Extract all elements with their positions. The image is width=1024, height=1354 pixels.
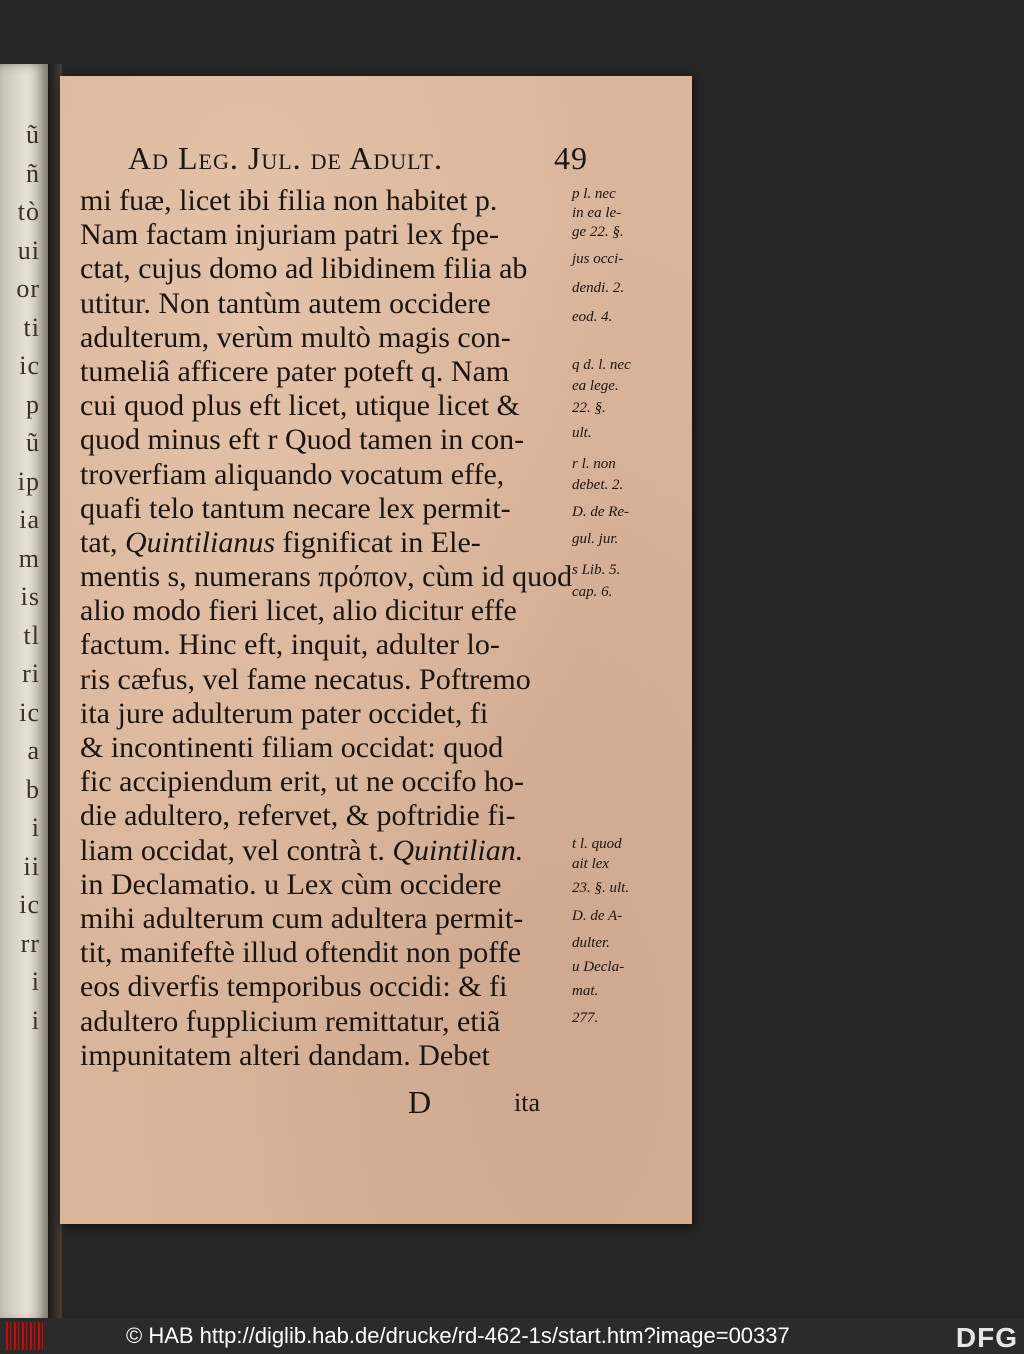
text-line: ctat, cujus domo ad libidinem filia ab <box>80 252 528 286</box>
previous-page-fragment: rr <box>20 928 40 958</box>
previous-page-fragment: ic <box>19 890 40 919</box>
marginal-note: dulter. <box>572 934 610 951</box>
main-text-block <box>80 184 576 1073</box>
text-line: quod minus eft r Quod tamen in con- <box>80 423 525 457</box>
previous-page-fragment: is <box>20 582 40 611</box>
marginal-note: dendi. 2. <box>572 280 625 297</box>
marginal-note: u Decla- <box>572 958 625 975</box>
marginal-note: eod. 4. <box>572 309 613 326</box>
previous-page-fragment: b <box>26 774 40 804</box>
marginal-note: ea lege. <box>572 377 619 394</box>
text-line: troverfiam aliquando vocatum effe, <box>80 457 505 491</box>
text-line: mihi adulterum cum adultera permit- <box>80 901 524 935</box>
text-line: Nam factam injuriam patri lex fpe- <box>80 218 499 252</box>
previous-page-fragment: tò <box>17 197 40 226</box>
marginal-note: jus occi- <box>572 250 624 267</box>
text-line: quafi telo tantum necare lex permit- <box>80 491 511 525</box>
marginal-note: D. de A- <box>572 907 623 924</box>
text-line: mentis s, numerans πρόπον, cùm id quod <box>80 560 573 594</box>
previous-page-fragment: ic <box>19 697 40 727</box>
text-line: eos diverfis temporibus occidi: & fi <box>80 970 508 1004</box>
signature-mark: D <box>408 1084 432 1120</box>
viewer-footer <box>0 1318 1024 1354</box>
previous-page-fragment: p <box>26 389 40 419</box>
text-line: fic accipiendum erit, ut ne occifo ho- <box>80 765 524 799</box>
previous-page-fragment: ñ <box>26 158 40 188</box>
marginal-note: ait lex <box>572 856 610 873</box>
marginal-note: ge 22. §. <box>572 223 624 240</box>
previous-page-fragment: i <box>31 1005 40 1035</box>
marginal-note: debet. 2. <box>572 476 624 493</box>
previous-page-fragment: i <box>31 813 40 842</box>
text-line: liam occidat, vel contrà t. Quintilian. <box>80 833 524 867</box>
italic-name: Quintilian. <box>392 833 524 867</box>
previous-page-fragment: ia <box>19 505 40 534</box>
dfg-logo: DFG <box>955 1322 1018 1353</box>
text-line: utitur. Non tantùm autem occidere <box>80 286 491 320</box>
text-line: in Declamatio. u Lex cùm occidere <box>80 867 502 901</box>
marginal-note: s Lib. 5. <box>572 562 621 579</box>
text-line: die adultero, refervet, & poftridie fi- <box>80 799 516 833</box>
previous-page-fragment: ũ <box>26 428 40 457</box>
running-head <box>128 140 588 177</box>
marginal-note: mat. <box>572 982 599 999</box>
text-line: factum. Hinc eft, inquit, adulter lo- <box>80 628 500 662</box>
marginal-note: r l. non <box>572 456 616 473</box>
text-line: & incontinenti filiam occidat: quod <box>80 731 504 764</box>
source-credit-link[interactable]: © HAB http://diglib.hab.de/drucke/rd-462-1s/start.htm?image=00337 <box>126 1323 790 1348</box>
catchword: ita <box>514 1088 540 1117</box>
marginal-note: p l. nec <box>572 186 616 202</box>
marginal-note: cap. 6. <box>572 584 613 601</box>
marginal-note: q d. l. nec <box>572 357 631 373</box>
text-line: tumeliâ afficere pater poteft q. Nam <box>80 354 510 388</box>
hab-logo-icon <box>6 1322 46 1350</box>
previous-page-fragment: ti <box>23 312 40 342</box>
marginal-note: 277. <box>572 1010 599 1027</box>
previous-page-fragment: i <box>31 967 40 996</box>
previous-page-fragment: ũ <box>26 120 40 149</box>
marginal-note: D. de Re- <box>572 504 630 521</box>
previous-page-fragment: ii <box>23 851 40 881</box>
text-line: adulterum, verùm multò magis con- <box>80 320 511 354</box>
text-line: mi fuæ, licet ibi filia non habitet p. <box>80 184 498 217</box>
previous-page-fragment: ic <box>19 351 40 380</box>
previous-page-fragment: m <box>18 543 40 573</box>
text-line: tat, Quintilianus fignificat in Ele- <box>80 525 481 559</box>
text-line: alio modo fieri licet, alio dicitur effe <box>80 594 517 628</box>
previous-page-fragment: ui <box>17 235 40 265</box>
text-line: impunitatem alteri dandam. Debet <box>80 1038 490 1072</box>
italic-name: Quintilianus <box>125 525 276 559</box>
text-line: tit, manifeftè illud oftendit non poffe <box>80 936 522 970</box>
previous-page-fragment: or <box>16 274 40 303</box>
marginal-note: t l. quod <box>572 835 622 852</box>
page-number: 49 <box>554 140 588 176</box>
text-line: ita jure adulterum pater occidet, fi <box>80 696 489 730</box>
previous-page-fragment: a <box>27 736 40 765</box>
marginal-note: in ea le- <box>572 204 622 221</box>
previous-page-fragment: tl <box>23 620 40 650</box>
marginal-note: 23. §. ult. <box>572 880 630 897</box>
text-line: cui quod plus eft licet, utique licet & <box>80 389 520 423</box>
running-head-title: Ad Leg. Jul. de Adult. <box>128 140 443 176</box>
previous-page-fragment: ri <box>22 659 40 688</box>
text-line: adultero fupplicium remittatur, etiã <box>80 1004 501 1038</box>
text-line: ris cæfus, vel fame necatus. Poftremo <box>80 662 531 696</box>
marginal-note: 22. §. <box>572 399 606 416</box>
marginal-note: gul. jur. <box>572 531 619 548</box>
marginal-note: ult. <box>572 425 592 442</box>
previous-page-edge <box>0 64 48 1322</box>
previous-page-fragment: ip <box>17 466 40 496</box>
